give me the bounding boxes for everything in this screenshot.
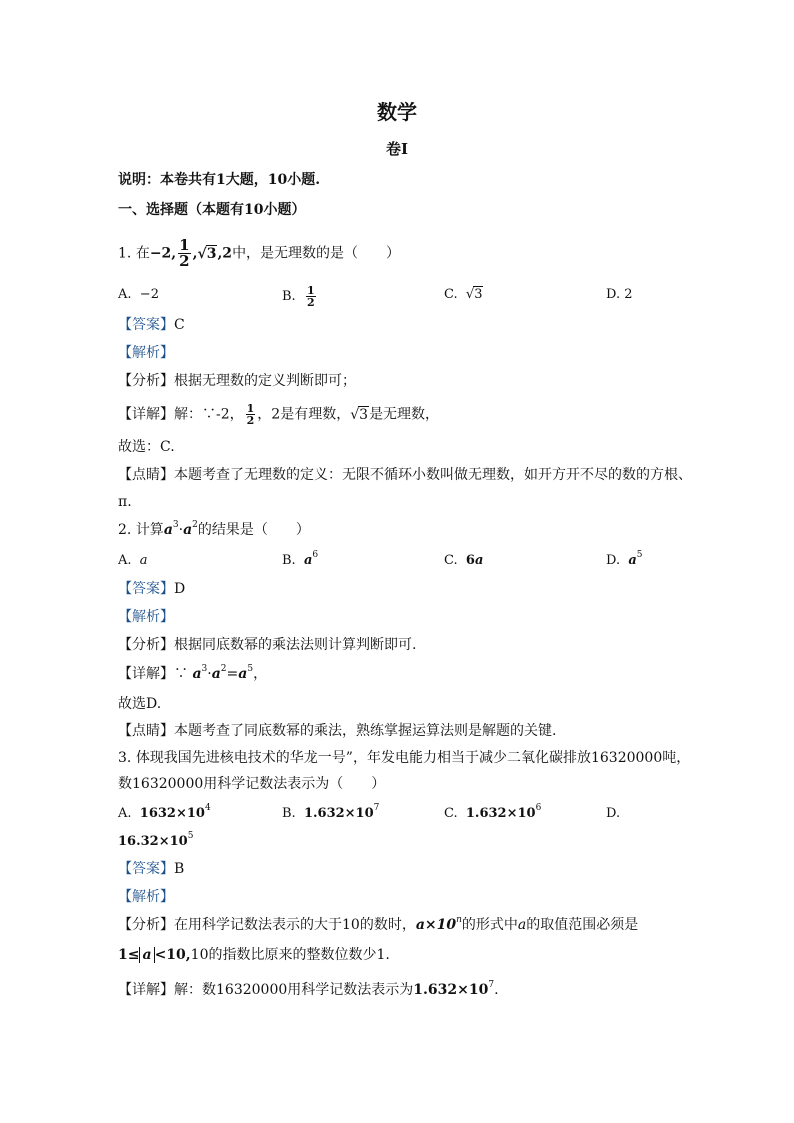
q1-comment-cont: π.: [118, 494, 132, 510]
q2-analysis-heading: 【解析】: [118, 609, 174, 625]
q2-comment: 【点睛】本题考查了同底数幂的乘法，熟练掌握运算法则是解题的关键.: [118, 723, 557, 739]
question-3-cont: 数16320000用科学记数法表示为（ ）: [118, 776, 386, 792]
q1-option-d[interactable]: D. 2: [606, 287, 633, 302]
page-title: 数学: [377, 100, 417, 124]
q2-option-d[interactable]: D. $a^5$: [606, 550, 643, 568]
q2-answer: 【答案】D: [118, 581, 186, 597]
instructions: 说明：本卷共有1大题，10小题.: [118, 172, 321, 188]
q3-detail: 【详解】解：数16320000用科学记数法表示为$1.632\times 10^7$.: [118, 980, 499, 998]
q3-fenxi: 【分析】在用科学记数法表示的大于10的数时，$a\times 10^n$的形式中a的取值范围必须是: [118, 915, 639, 933]
q1-option-a[interactable]: A. −2: [118, 287, 159, 302]
section-heading: 一、选择题（本题有10小题）: [118, 202, 306, 218]
q3-option-d[interactable]: D.: [606, 806, 621, 821]
q1-fenxi: 【分析】根据无理数的定义判断即可；: [118, 373, 356, 389]
q1-comment: 【点睛】本题考查了无理数的定义：无限不循环小数叫做无理数，如开方开不尽的数的方根、: [118, 467, 692, 483]
q2-option-a[interactable]: A. a: [118, 553, 148, 568]
q2-option-c[interactable]: C. 6a: [444, 553, 484, 568]
q1-detail: 【详解】解：∵-2， $\frac{1}{2}$ ，2是有理数，√3是无理数，: [118, 402, 440, 427]
q2-choose: 故选D.: [118, 696, 162, 712]
sqrt-3: √3: [197, 245, 217, 262]
fraction-half: $\frac{1}{2}$: [179, 236, 190, 270]
q1-option-b[interactable]: B. $\frac{1}{2}$: [282, 284, 315, 309]
q2-fenxi: 【分析】根据同底数幂的乘法法则计算判断即可.: [118, 637, 417, 653]
q1-answer: 【答案】C: [118, 317, 185, 333]
q3-analysis-heading: 【解析】: [118, 889, 174, 905]
q3-option-a[interactable]: A. $1632\times 10^4$: [118, 803, 211, 821]
q3-answer: 【答案】B: [118, 861, 185, 877]
q3-option-c[interactable]: C. $1.632\times 10^6$: [444, 803, 542, 821]
q2-option-b[interactable]: B. $a^6$: [282, 550, 319, 568]
q1-choose: 故选：C.: [118, 439, 175, 455]
q3-range: 1≤ a <10,10的指数比原来的整数位数少1.: [118, 947, 390, 963]
question-1: 1. 在−2, $\frac{1}{2}$ ,√3,2中，是无理数的是（ ）: [118, 236, 401, 270]
q2-detail: 【详解】∵ $a^3\cdot a^2=a^5$，: [118, 664, 268, 682]
question-2: 2. 计算$a^3\cdot a^2$的结果是（ ）: [118, 520, 310, 538]
q3-option-b[interactable]: B. $1.632\times 10^7$: [282, 803, 380, 821]
paper-subtitle: 卷I: [385, 140, 409, 158]
question-3: 3. 体现我国先进核电技术的华龙一号”，年发电能力相当于减少二氧化碳排放16320000吨，: [118, 750, 691, 766]
q1-option-c[interactable]: C. √3: [444, 287, 483, 302]
q3-option-d-value[interactable]: $16.32\times 10^5$: [118, 831, 194, 849]
q1-analysis-heading: 【解析】: [118, 345, 174, 361]
